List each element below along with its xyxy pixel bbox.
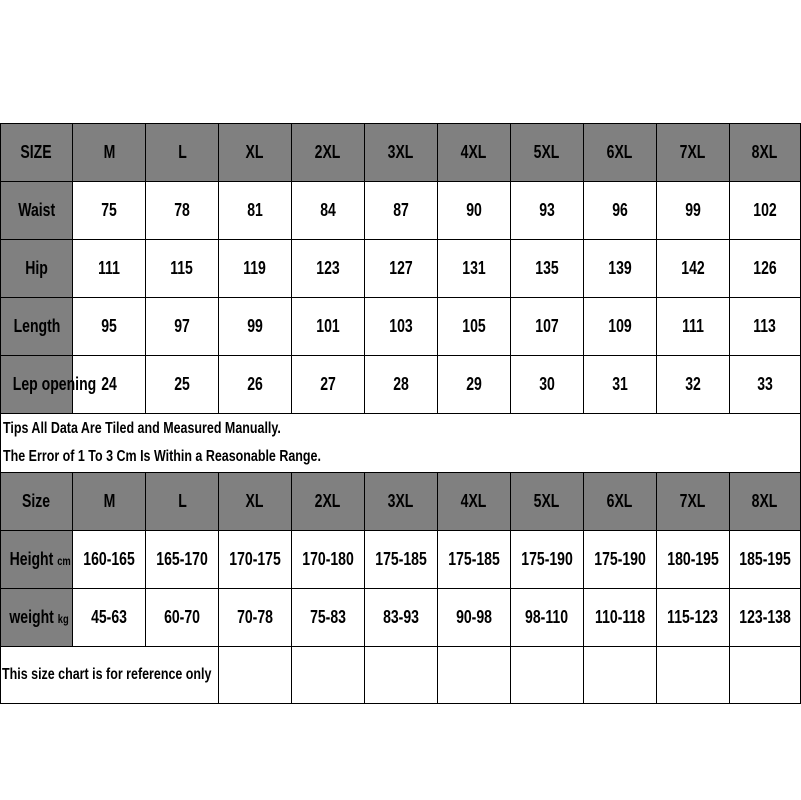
- table-cell: [730, 298, 801, 356]
- cell-value: 95: [101, 316, 117, 336]
- table-cell: [146, 240, 219, 298]
- cell-value: 4XL: [461, 142, 487, 162]
- empty-cell: [511, 647, 584, 704]
- cell-value: 165-170: [156, 549, 208, 569]
- tips-line-1: Tips All Data Are Tiled and Measured Manually.: [3, 420, 281, 437]
- table-cell: [292, 356, 365, 414]
- cell-value: XL: [246, 491, 264, 511]
- cell-value: 170-175: [229, 549, 281, 569]
- footer-row: [1, 647, 801, 704]
- height-cell: [365, 531, 438, 589]
- cell-value: 103: [389, 316, 413, 336]
- table-cell: [511, 298, 584, 356]
- size-cell: [730, 473, 801, 531]
- cell-value: 75-83: [310, 607, 346, 627]
- cell-value: 28: [393, 374, 409, 394]
- cell-value: M: [103, 491, 115, 511]
- row-label: Length: [13, 316, 60, 336]
- table-cell: [73, 298, 146, 356]
- cell-value: 84: [320, 200, 336, 220]
- cell-value: 131: [462, 258, 486, 278]
- cell-value: 102: [753, 200, 777, 220]
- empty-cell: [365, 647, 438, 704]
- size-cell: [292, 473, 365, 531]
- cell-value: 70-78: [237, 607, 273, 627]
- height-cell: [146, 531, 219, 589]
- table-cell: [657, 240, 730, 298]
- empty-cell: [584, 647, 657, 704]
- cell-value: 45-63: [91, 607, 127, 627]
- cell-value: 111: [98, 258, 120, 278]
- cell-value: 3XL: [388, 491, 414, 511]
- cell-value: 32: [685, 374, 701, 394]
- height-cell: [219, 531, 292, 589]
- cell-value: 111: [682, 316, 704, 336]
- weight-label: weight: [9, 607, 54, 627]
- measurement-table: [0, 123, 801, 704]
- size-cell: [146, 473, 219, 531]
- weight-cell: [292, 589, 365, 647]
- cell-value: 30: [539, 374, 555, 394]
- cell-value: 7XL: [680, 491, 706, 511]
- table-cell: [146, 298, 219, 356]
- size-header-row: [1, 124, 801, 182]
- height-cell: [657, 531, 730, 589]
- table-cell: [146, 182, 219, 240]
- cell-value: 31: [612, 374, 628, 394]
- size-header-cell: [657, 124, 730, 182]
- cell-value: 2XL: [315, 491, 341, 511]
- cell-value: 33: [757, 374, 773, 394]
- height-cell: [438, 531, 511, 589]
- cell-value: 93: [539, 200, 555, 220]
- cell-value: 5XL: [534, 142, 560, 162]
- table-cell: [730, 240, 801, 298]
- table-cell: [365, 182, 438, 240]
- table-cell: [584, 356, 657, 414]
- row-label: SIZE: [20, 142, 53, 162]
- height-cell: [730, 531, 801, 589]
- row-label: Lep opening: [12, 374, 97, 394]
- table-cell: [438, 356, 511, 414]
- cell-value: 126: [753, 258, 777, 278]
- table-cell: [292, 298, 365, 356]
- cell-value: 5XL: [534, 491, 560, 511]
- cell-value: 135: [535, 258, 559, 278]
- cell-value: XL: [246, 142, 264, 162]
- table-cell: [438, 298, 511, 356]
- footer-note: This size chart is for reference only: [2, 666, 212, 683]
- cell-value: 101: [316, 316, 340, 336]
- weight-cell: [219, 589, 292, 647]
- size-row: [1, 473, 801, 531]
- cell-value: 75: [101, 200, 117, 220]
- weight-unit: kg: [57, 612, 69, 626]
- weight-cell: [146, 589, 219, 647]
- row-label-cell: [1, 356, 97, 414]
- row-label-cell: [1, 182, 73, 240]
- cell-value: 107: [535, 316, 559, 336]
- cell-value: 60-70: [164, 607, 200, 627]
- cell-value: 7XL: [680, 142, 706, 162]
- height-cell: [511, 531, 584, 589]
- weight-label-cell: [1, 589, 73, 647]
- height-label-cell: [1, 531, 73, 589]
- cell-value: 8XL: [752, 142, 778, 162]
- hip-row: [1, 240, 801, 298]
- cell-value: 8XL: [752, 491, 778, 511]
- table-cell: [511, 356, 584, 414]
- cell-value: 6XL: [607, 142, 633, 162]
- cell-value: 29: [466, 374, 482, 394]
- cell-value: 109: [608, 316, 632, 336]
- cell-value: 113: [753, 316, 777, 336]
- cell-value: 27: [320, 374, 336, 394]
- cell-value: 175-185: [375, 549, 427, 569]
- cell-value: 139: [608, 258, 632, 278]
- cell-value: 81: [247, 200, 263, 220]
- row-label: Waist: [18, 200, 55, 220]
- table-cell: [219, 298, 292, 356]
- size-header-cell: [730, 124, 801, 182]
- cell-value: L: [177, 142, 187, 162]
- footer-note-cell: [1, 647, 219, 704]
- cell-value: 123: [316, 258, 340, 278]
- cell-value: 180-195: [667, 549, 719, 569]
- cell-value: 90-98: [456, 607, 492, 627]
- table-cell: [438, 182, 511, 240]
- table-cell: [657, 182, 730, 240]
- cell-value: 175-185: [448, 549, 500, 569]
- cell-value: 24: [101, 374, 117, 394]
- size-header-cell: [511, 124, 584, 182]
- table-cell: [584, 240, 657, 298]
- cell-value: 98-110: [525, 607, 569, 627]
- size-cell: [511, 473, 584, 531]
- weight-cell: [730, 589, 801, 647]
- empty-cell: [438, 647, 511, 704]
- table-cell: [511, 182, 584, 240]
- height-unit: cm: [57, 554, 71, 568]
- length-row: [1, 298, 801, 356]
- table-cell: [730, 356, 801, 414]
- height-label: Height: [9, 549, 54, 569]
- cell-value: 142: [681, 258, 705, 278]
- cell-value: L: [177, 491, 187, 511]
- cell-value: 87: [393, 200, 409, 220]
- cell-value: 6XL: [607, 491, 633, 511]
- size-cell: [365, 473, 438, 531]
- table-cell: [73, 182, 146, 240]
- waist-row: [1, 182, 801, 240]
- table-cell: [657, 298, 730, 356]
- cell-value: 25: [174, 374, 190, 394]
- cell-value: 3XL: [388, 142, 414, 162]
- empty-cell: [657, 647, 730, 704]
- table-cell: [146, 356, 219, 414]
- tips-row: [1, 414, 801, 473]
- table-cell: [365, 356, 438, 414]
- table-cell: [365, 298, 438, 356]
- cell-value: 185-195: [739, 549, 791, 569]
- size-header-cell: [438, 124, 511, 182]
- cell-value: 26: [247, 374, 263, 394]
- cell-value: 83-93: [383, 607, 419, 627]
- size-label: Size: [22, 491, 51, 511]
- cell-value: 115: [170, 258, 194, 278]
- table-cell: [584, 298, 657, 356]
- weight-cell: [657, 589, 730, 647]
- weight-cell: [438, 589, 511, 647]
- table-cell: [219, 182, 292, 240]
- cell-value: 110-118: [595, 607, 645, 627]
- cell-value: 99: [685, 200, 701, 220]
- cell-value: 175-190: [594, 549, 646, 569]
- table-cell: [438, 240, 511, 298]
- height-row: [1, 531, 801, 589]
- empty-cell: [219, 647, 292, 704]
- row-label-cell: [1, 240, 73, 298]
- cell-value: 160-165: [83, 549, 135, 569]
- cell-value: 99: [247, 316, 263, 336]
- cell-value: M: [103, 142, 115, 162]
- cell-value: 175-190: [521, 549, 573, 569]
- table-cell: [511, 240, 584, 298]
- weight-cell: [73, 589, 146, 647]
- cell-value: 90: [466, 200, 482, 220]
- weight-cell: [511, 589, 584, 647]
- cell-value: 127: [389, 258, 413, 278]
- size-header-cell: [292, 124, 365, 182]
- tips-line-2: The Error of 1 To 3 Cm Is Within a Reasonable Range.: [3, 448, 321, 465]
- table-cell: [292, 182, 365, 240]
- size-chart: [0, 123, 800, 704]
- cell-value: 97: [174, 316, 190, 336]
- weight-cell: [365, 589, 438, 647]
- size-cell: [73, 473, 146, 531]
- size-cell: [584, 473, 657, 531]
- cell-value: 2XL: [315, 142, 341, 162]
- size-header-cell: [365, 124, 438, 182]
- size-header-cell: [584, 124, 657, 182]
- tips-cell: [1, 414, 801, 473]
- cell-value: 4XL: [461, 491, 487, 511]
- size-header-cell: [219, 124, 292, 182]
- table-cell: [365, 240, 438, 298]
- row-label: Hip: [25, 258, 48, 278]
- size-header-cell: [146, 124, 219, 182]
- table-cell: [219, 356, 292, 414]
- size-header-cell: [73, 124, 146, 182]
- size-label-cell: [1, 473, 73, 531]
- size-cell: [657, 473, 730, 531]
- size-cell: [438, 473, 511, 531]
- leg-opening-row: [1, 356, 801, 414]
- row-label-cell: [1, 124, 73, 182]
- table-cell: [730, 182, 801, 240]
- height-cell: [73, 531, 146, 589]
- size-cell: [219, 473, 292, 531]
- empty-cell: [292, 647, 365, 704]
- weight-cell: [584, 589, 657, 647]
- table-cell: [73, 240, 146, 298]
- row-label-cell: [1, 298, 73, 356]
- cell-value: 123-138: [739, 607, 791, 627]
- empty-cell: [730, 647, 801, 704]
- table-cell: [219, 240, 292, 298]
- height-cell: [292, 531, 365, 589]
- cell-value: 119: [243, 258, 267, 278]
- table-cell: [657, 356, 730, 414]
- cell-value: 170-180: [302, 549, 354, 569]
- cell-value: 96: [612, 200, 628, 220]
- cell-value: 115-123: [667, 607, 719, 627]
- height-cell: [584, 531, 657, 589]
- weight-row: [1, 589, 801, 647]
- table-cell: [292, 240, 365, 298]
- cell-value: 105: [462, 316, 486, 336]
- table-cell: [584, 182, 657, 240]
- cell-value: 78: [174, 200, 190, 220]
